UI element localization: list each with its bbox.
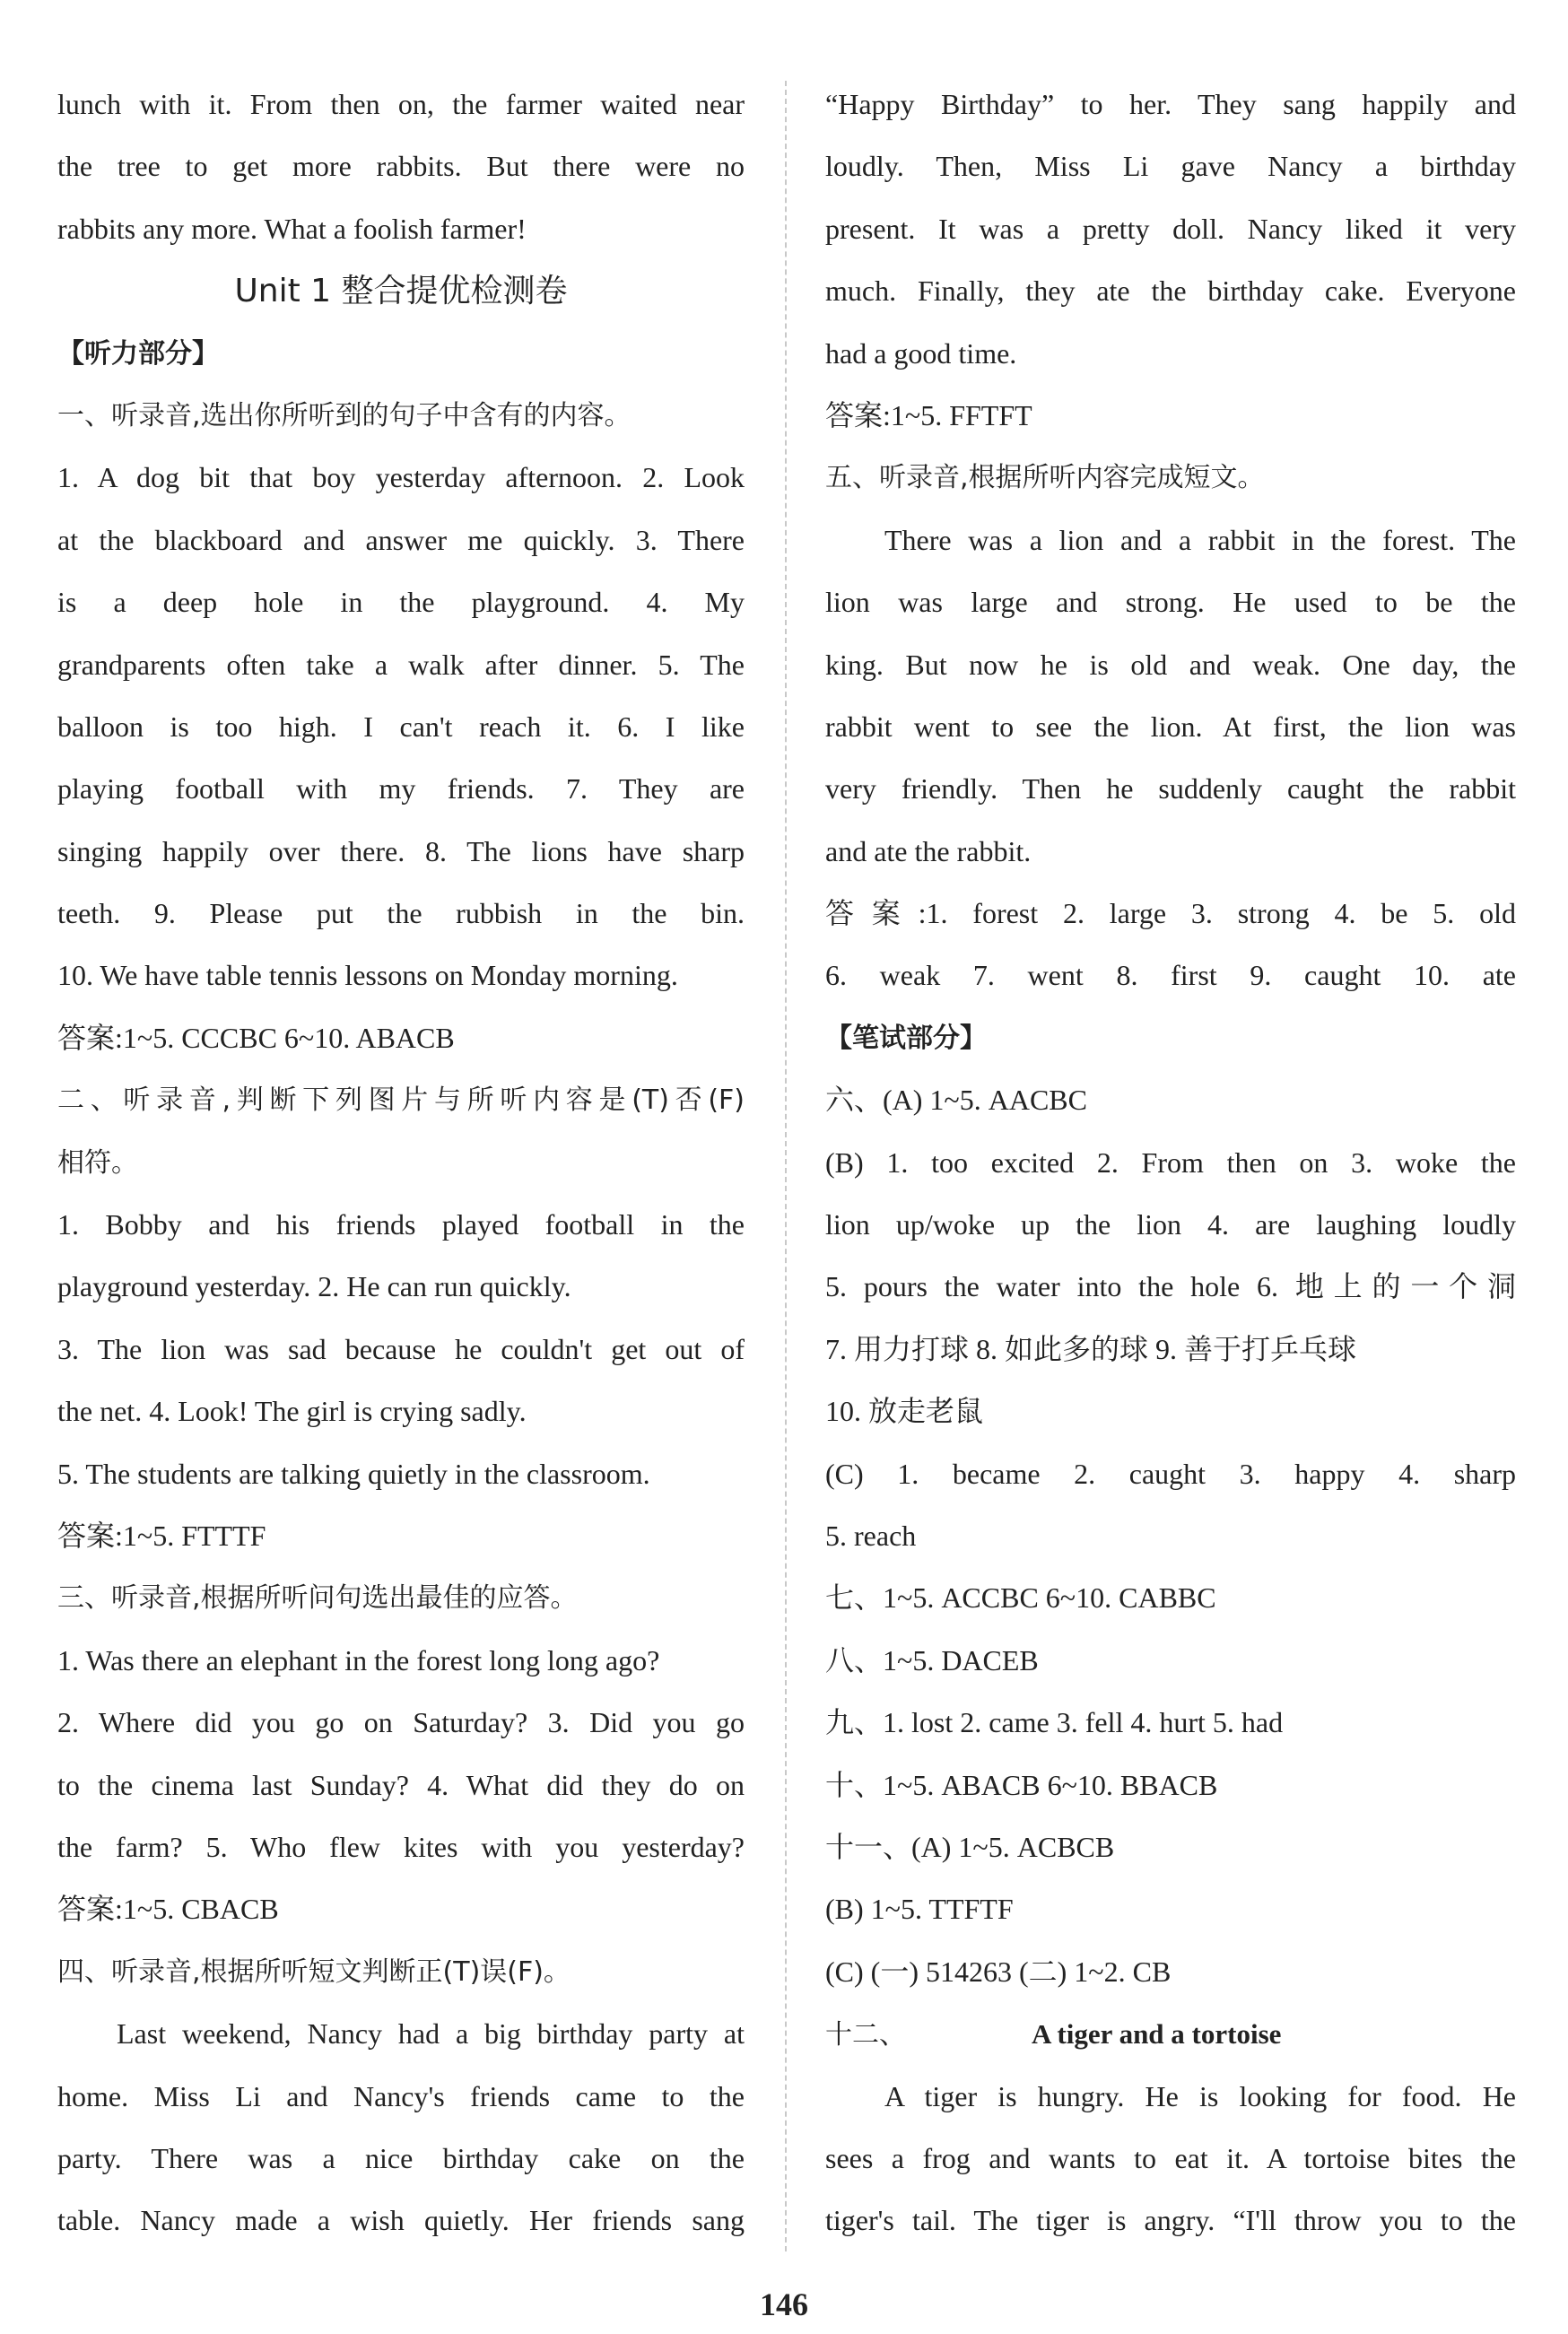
left-line: Unit 1 整合提优检测卷	[234, 273, 568, 310]
left-line: is a deep hole in the playground. 4. My	[57, 586, 745, 619]
right-line: 答案:1. forest 2. large 3. strong 4. be 5. old	[825, 897, 1516, 930]
left-line: 三、听录音,根据所听问句选出最佳的应答。	[57, 1582, 578, 1615]
left-line: singing happily over there. 8. The lions have sharp	[57, 834, 745, 867]
right-line: 6. weak 7. went 8. first 9. caught 10. ate	[825, 959, 1516, 992]
right-line: A tiger is hungry. He is looking for food. He	[884, 2079, 1516, 2112]
left-line: 相符。	[57, 1146, 138, 1179]
right-line: “Happy Birthday” to her. They sang happily and	[825, 88, 1516, 120]
right-line: 八、1~5. DACEB	[825, 1643, 1039, 1676]
right-line: 5. pours the water into the hole 6. 地上的一个洞	[825, 1270, 1516, 1303]
right-line: tiger's tail. The tiger is angry. “I'll throw you to the	[825, 2204, 1516, 2237]
left-line: lunch with it. From then on, the farmer waited near	[57, 88, 745, 120]
right-line	[825, 2003, 1516, 2065]
left-line: playground yesterday. 2. He can run quickly.	[57, 1270, 571, 1303]
left-line: 一、听录音,选出你所听到的句子中含有的内容。	[57, 399, 632, 431]
left-line: 10. We have table tennis lessons on Monday morning.	[57, 959, 678, 992]
right-line: had a good time.	[825, 336, 1017, 370]
section-label: 十二、	[825, 2019, 906, 2051]
left-line: Last weekend, Nancy had a big birthday party at	[117, 2017, 745, 2051]
right-line: 六、(A) 1~5. AACBC	[825, 1084, 1087, 1117]
left-line: 答案:1~5. FTTTF	[57, 1519, 266, 1552]
left-line: 5. The students are talking quietly in the classroom.	[57, 1457, 650, 1490]
right-line: 答案:1~5. FFTFT	[825, 398, 1032, 431]
left-line: 1. Was there an elephant in the forest long long ago?	[57, 1643, 660, 1676]
left-line: 答案:1~5. CCCBC 6~10. ABACB	[57, 1021, 455, 1054]
right-line: (C) (一) 514263 (二) 1~2. CB	[825, 1955, 1172, 1988]
right-line: present. It was a pretty doll. Nancy liked it very	[825, 212, 1516, 245]
left-line: 3. The lion was sad because he couldn't get out of	[57, 1332, 745, 1365]
right-line: very friendly. Then he suddenly caught the rabbit	[825, 772, 1516, 806]
right-line: 5. reach	[825, 1519, 917, 1552]
right-line: 七、1~5. ACCBC 6~10. CABBC	[825, 1581, 1216, 1615]
right-column	[825, 74, 1516, 2252]
right-line: 九、1. lost 2. came 3. fell 4. hurt 5. had	[825, 1706, 1284, 1739]
column-divider	[785, 81, 787, 2251]
left-line: at the blackboard and answer me quickly. 3. There	[57, 523, 745, 556]
left-line: rabbits any more. What a foolish farmer!	[57, 212, 527, 245]
right-line: loudly. Then, Miss Li gave Nancy a birthday	[825, 150, 1516, 183]
left-line: 2. Where did you go on Saturday? 3. Did you go	[57, 1706, 745, 1739]
left-line: to the cinema last Sunday? 4. What did they do on	[57, 1768, 745, 1801]
right-line: 十一、(A) 1~5. ACBCB	[825, 1830, 1115, 1863]
left-line: home. Miss Li and Nancy's friends came to the	[57, 2079, 745, 2112]
left-line: 1. Bobby and his friends played football in the	[57, 1208, 745, 1241]
right-line: 10. 放走老鼠	[825, 1395, 984, 1428]
left-line: the farm? 5. Who flew kites with you yesterday?	[57, 1830, 745, 1863]
left-line: 【听力部分】	[57, 337, 219, 370]
right-line: (B) 1. too excited 2. From then on 3. woke the	[825, 1145, 1516, 1179]
right-line: sees a frog and wants to eat it. A tortoise bites the	[825, 2141, 1516, 2174]
left-line: 答案:1~5. CBACB	[57, 1893, 279, 1926]
passage-title: A tiger and a tortoise	[1032, 2018, 1282, 2051]
left-line: teeth. 9. Please put the rubbish in the bin.	[57, 897, 745, 930]
right-line: much. Finally, they ate the birthday cake. Everyone	[825, 274, 1516, 308]
page-number: 146	[760, 2286, 808, 2322]
left-line: 二、听录音,判断下列图片与所听内容是(T)否(F)	[57, 1084, 745, 1117]
left-line: 四、听录音,根据所听短文判断正(T)误(F)。	[57, 1955, 571, 1988]
left-column	[57, 74, 745, 2252]
right-line: 五、听录音,根据所听内容完成短文。	[825, 462, 1265, 494]
right-line: 十、1~5. ABACB 6~10. BBACB	[825, 1768, 1218, 1801]
right-line: (C) 1. became 2. caught 3. happy 4. sharp	[825, 1457, 1516, 1490]
left-line: the net. 4. Look! The girl is crying sadly.	[57, 1395, 527, 1428]
right-line: rabbit went to see the lion. At first, the lion was	[825, 710, 1516, 743]
right-line: and ate the rabbit.	[825, 834, 1032, 867]
right-line: (B) 1~5. TTFTF	[825, 1893, 1014, 1926]
left-line: grandparents often take a walk after dinner. 5. The	[57, 648, 745, 681]
left-line: 1. A dog bit that boy yesterday afternoon. 2. Look	[57, 461, 745, 494]
right-line: There was a lion and a rabbit in the forest. The	[884, 523, 1516, 556]
left-line: balloon is too high. I can't reach it. 6. I like	[57, 710, 745, 743]
left-line: party. There was a nice birthday cake on the	[57, 2141, 745, 2174]
right-line: lion up/woke up the lion 4. are laughing loudly	[825, 1208, 1516, 1241]
right-line: 【笔试部分】	[825, 1022, 987, 1054]
left-line: playing football with my friends. 7. They are	[57, 772, 745, 806]
right-line: lion was large and strong. He used to be the	[825, 586, 1516, 619]
right-line: 7. 用力打球 8. 如此多的球 9. 善于打乒乓球	[825, 1332, 1357, 1365]
left-line: table. Nancy made a wish quietly. Her friends sang	[57, 2204, 745, 2237]
left-line: the tree to get more rabbits. But there were no	[57, 150, 745, 183]
right-line: king. But now he is old and weak. One day, the	[825, 648, 1516, 681]
